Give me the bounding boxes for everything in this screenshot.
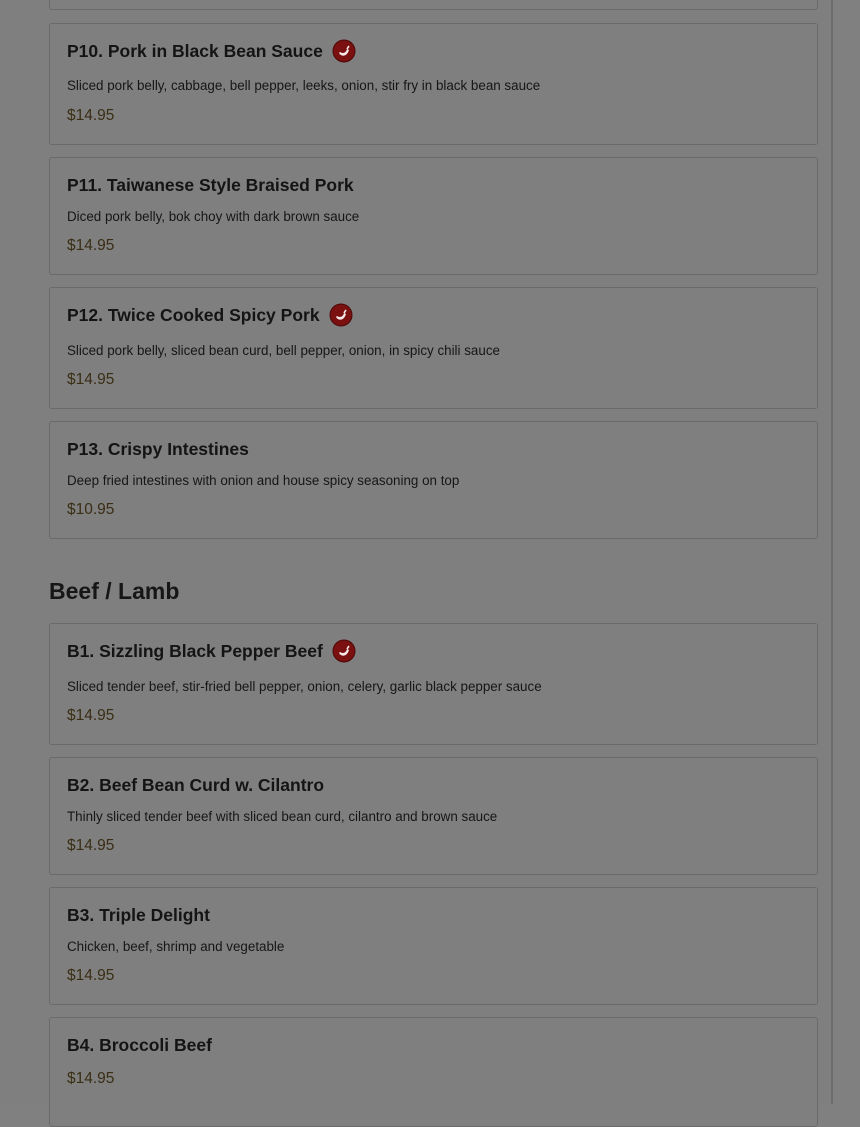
item-description: Deep fried intestines with onion and house spicy seasoning on top: [67, 473, 460, 488]
menu-item-card[interactable]: [49, 757, 818, 875]
item-title: B3. Triple Delight: [67, 905, 210, 925]
menu-item-card[interactable]: [49, 1017, 818, 1127]
menu-item-card[interactable]: [49, 23, 818, 145]
item-description: Diced pork belly, bok choy with dark brown sauce: [67, 209, 360, 224]
item-title: B1. Sizzling Black Pepper Beef: [67, 640, 323, 661]
item-title: P12. Twice Cooked Spicy Pork: [67, 304, 320, 325]
item-price: $14.95: [67, 1070, 115, 1087]
menu-item-card[interactable]: [49, 421, 818, 539]
item-title: B4. Broccoli Beef: [67, 1035, 212, 1055]
item-description: Thinly sliced tender beef with sliced bean curd, cilantro and brown sauce: [67, 809, 498, 824]
item-title-row: [67, 39, 356, 63]
menu-item-card-partial[interactable]: [49, 0, 818, 10]
item-title: B2. Beef Bean Curd w. Cilantro: [67, 775, 325, 795]
item-price: $10.95: [67, 501, 115, 518]
item-price: $14.95: [67, 107, 115, 124]
item-price: $14.95: [67, 237, 115, 254]
item-price: $14.95: [67, 967, 115, 984]
item-title: P13. Crispy Intestines: [67, 439, 249, 459]
menu-item-card[interactable]: [49, 623, 818, 745]
spicy-pepper-icon: [332, 39, 356, 63]
menu-item-card[interactable]: [49, 287, 818, 409]
spicy-pepper-icon: [332, 639, 356, 663]
item-title-row: [67, 303, 353, 327]
item-description: Sliced pork belly, cabbage, bell pepper, leeks, onion, stir fry in black bean sauce: [67, 78, 541, 93]
item-description: Chicken, beef, shrimp and vegetable: [67, 939, 285, 954]
item-price: $14.95: [67, 371, 115, 388]
item-title-row: [67, 639, 356, 663]
item-description: Sliced tender beef, stir-fried bell pepper, onion, celery, garlic black pepper sauce: [67, 679, 542, 694]
item-title: P10. Pork in Black Bean Sauce: [67, 40, 323, 61]
spicy-pepper-icon: [329, 303, 353, 327]
menu-item-card[interactable]: [49, 157, 818, 275]
item-price: $14.95: [67, 707, 115, 724]
menu-item-card[interactable]: [49, 887, 818, 1005]
item-price: $14.95: [67, 837, 115, 854]
section-heading-beef-lamb: Beef / Lamb: [49, 578, 180, 604]
item-description: Sliced pork belly, sliced bean curd, bell pepper, onion, in spicy chili sauce: [67, 343, 500, 358]
scrollbar-track[interactable]: [833, 0, 860, 1104]
item-title: P11. Taiwanese Style Braised Pork: [67, 175, 354, 195]
